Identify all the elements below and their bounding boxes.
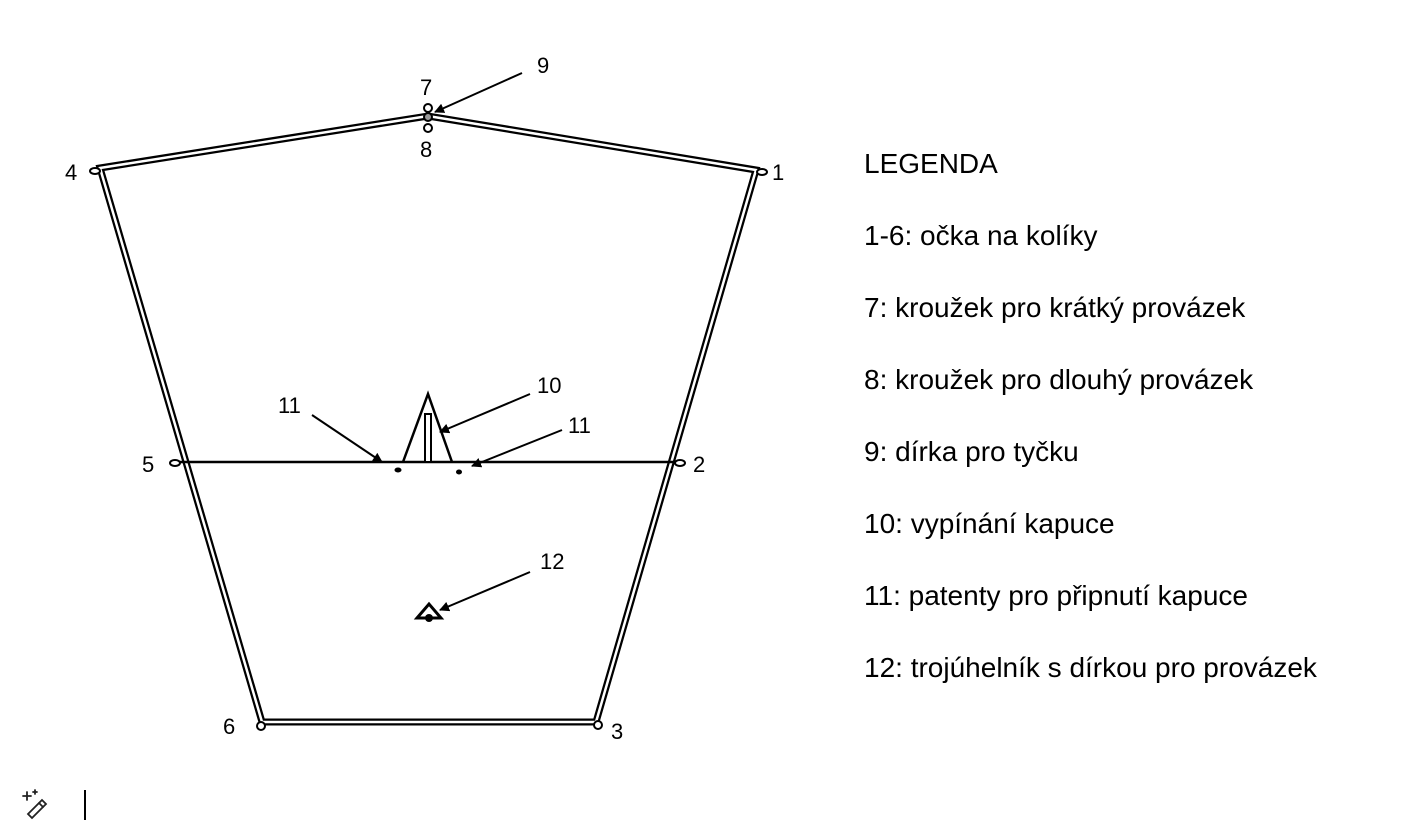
text-cursor	[84, 790, 86, 820]
label-1: 1	[772, 160, 785, 185]
snap-buttons	[395, 468, 463, 475]
legend-item: 1-6: očka na kolíky	[864, 220, 1098, 251]
legend-item: 12: trojúhelník s dírkou pro provázek	[864, 652, 1317, 683]
loop-3	[594, 721, 602, 729]
label-11-left: 11	[278, 393, 301, 418]
arrow-10	[440, 394, 530, 432]
legend-item: 8: kroužek pro dlouhý provázek	[864, 364, 1254, 395]
loop-2	[675, 460, 685, 466]
legend-item: 9: dírka pro tyčku	[864, 436, 1079, 467]
hole-9	[424, 113, 432, 121]
loop-4	[90, 168, 100, 174]
label-3: 3	[611, 719, 624, 744]
magic-pen-sparkle-icon[interactable]	[18, 786, 52, 820]
top-rings	[424, 104, 432, 132]
label-11-right: 11	[568, 413, 591, 438]
legend	[864, 146, 1334, 722]
label-2: 2	[693, 452, 706, 477]
triangle-with-hole	[417, 604, 441, 622]
snap-left	[395, 468, 402, 473]
ring-7	[424, 104, 432, 112]
legend-title: LEGENDA	[864, 148, 998, 179]
label-8: 8	[420, 137, 433, 162]
loop-1	[757, 169, 767, 175]
hood-tensioner	[403, 394, 452, 462]
label-7: 7	[420, 75, 433, 100]
loop-5	[170, 460, 180, 466]
label-4: 4	[65, 160, 78, 185]
legend-item: 11: patenty pro připnutí kapuce	[864, 580, 1248, 611]
loop-6	[257, 722, 265, 730]
legend-item: 10: vypínání kapuce	[864, 508, 1115, 539]
ring-8	[424, 124, 432, 132]
label-5: 5	[142, 452, 155, 477]
snap-right	[456, 470, 462, 475]
label-6: 6	[223, 714, 236, 739]
label-9: 9	[537, 53, 550, 78]
arrow-9	[435, 73, 522, 112]
legend-item: 7: kroužek pro krátký provázek	[864, 292, 1246, 323]
callout-arrows	[312, 73, 565, 610]
arrow-11-right	[472, 430, 562, 466]
arrow-12	[440, 572, 530, 610]
arrow-11-left	[312, 415, 382, 462]
label-10: 10	[537, 373, 562, 398]
label-12: 12	[540, 549, 565, 574]
